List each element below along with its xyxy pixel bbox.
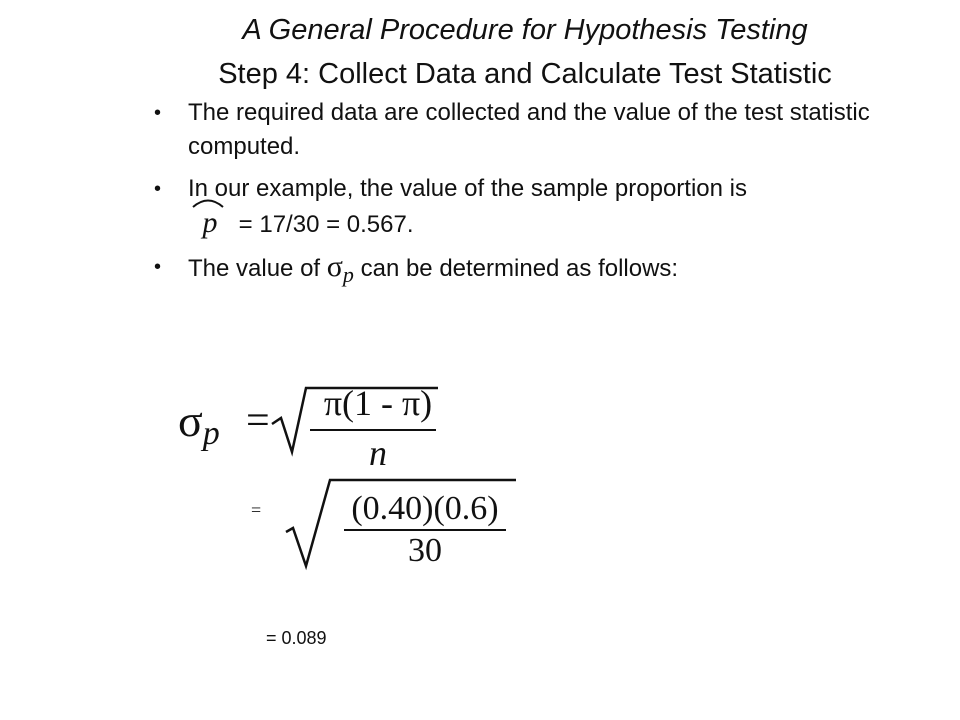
bullet-text: The required data are collected and the value of the test statistic computed.	[188, 99, 870, 160]
bullet-text-end: can be determined as follows:	[353, 255, 679, 282]
bullet-item-1	[148, 96, 908, 164]
fraction-denominator: n	[369, 433, 387, 473]
bullet-marker: •	[154, 102, 162, 124]
hat-icon	[192, 198, 224, 208]
sigma-subscript: p	[342, 262, 354, 287]
bullet-list	[148, 96, 908, 294]
p-variable: p	[202, 206, 218, 239]
bullet-marker: •	[154, 256, 162, 278]
fraction-numerator: (0.40)(0.6)	[351, 490, 499, 527]
result-value: = 0.089	[266, 628, 327, 648]
sigma-symbol: σ	[178, 395, 203, 446]
bullet-item-2	[148, 172, 908, 242]
fraction-denominator: 30	[408, 532, 442, 569]
slide-title: A General Procedure for Hypothesis Testing	[242, 14, 808, 46]
sigma-subscript: p	[202, 415, 220, 452]
sigma-symbol: σ	[326, 250, 343, 283]
equals-sign: =	[246, 398, 270, 444]
bullet-text: In our example, the value of the sample proportion is	[188, 175, 747, 202]
slide-subtitle: Step 4: Collect Data and Calculate Test Statistic	[218, 58, 832, 90]
bullet-text: The value of	[188, 255, 327, 282]
bullet-text-value: = 17/30 = 0.567.	[232, 211, 414, 238]
sigma-p-symbol	[178, 396, 220, 451]
p-hat-symbol	[188, 206, 232, 240]
fraction-numerator: π(1 - π)	[323, 383, 433, 423]
equals-sign-small: =	[251, 500, 262, 520]
bullet-marker: •	[154, 178, 162, 200]
bullet-item-3	[148, 250, 908, 286]
